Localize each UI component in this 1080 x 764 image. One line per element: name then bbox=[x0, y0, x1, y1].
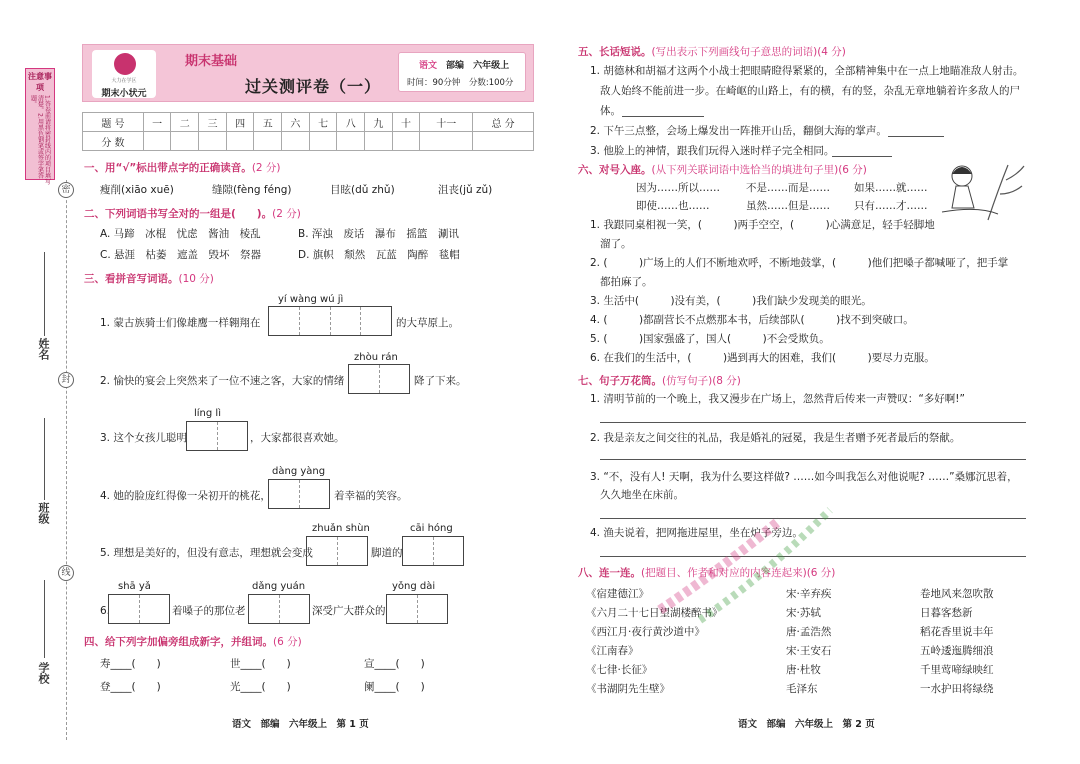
section-4-title bbox=[84, 634, 302, 649]
s6-title-text: 六、对号入座。 bbox=[578, 164, 652, 176]
score-cell[interactable] bbox=[254, 132, 282, 151]
pinyin: shā yǎ bbox=[118, 581, 151, 592]
poem-line[interactable]: 一水护田将绿绕 bbox=[920, 683, 994, 695]
section-6-title bbox=[578, 162, 867, 177]
answer-grid[interactable] bbox=[268, 306, 392, 336]
s2-note: (2 分) bbox=[272, 208, 301, 220]
poem-line[interactable]: 千里莺啼绿映红 bbox=[920, 664, 994, 676]
name-label: 姓名 bbox=[37, 338, 50, 360]
s3-q2-end: 降了下来。 bbox=[414, 375, 467, 387]
answer-line[interactable] bbox=[888, 136, 944, 137]
s4-title-text: 四、给下列字加偏旁组成新字，并组词。 bbox=[84, 636, 273, 648]
conjunction: 如果……就…… bbox=[854, 182, 928, 194]
answer-grid[interactable] bbox=[108, 594, 170, 624]
score-cell[interactable] bbox=[337, 132, 365, 151]
s7-line: 3. “不，没有人! 天啊，我为什么要这样做? ……如今叫我怎么对他说呢? ……”桑娜沉思着， bbox=[590, 471, 1018, 483]
s6-line: 4. ( )都副营长不点燃那本书，后续部队( )找不到突破口。 bbox=[590, 314, 914, 326]
s4-item: 阑____( ) bbox=[364, 681, 425, 693]
s5-line: 体。 bbox=[600, 105, 621, 117]
s3-title-text: 三、看拼音写词语。 bbox=[84, 273, 179, 285]
seal-xian: 线 bbox=[58, 565, 74, 581]
score: 分数:100分 bbox=[468, 78, 514, 88]
poem-title[interactable]: 《七律·长征》 bbox=[586, 664, 653, 676]
s2-title-text: 二、下列词语书写全对的一组是( )。 bbox=[84, 208, 273, 220]
score-cell[interactable] bbox=[473, 132, 534, 151]
logo bbox=[92, 50, 156, 98]
s3-q2-start: 2. 愉快的宴会上突然来了一位不速之客，大家的情绪 bbox=[100, 375, 345, 387]
time: 时间：90分钟 bbox=[407, 78, 461, 88]
score-cell[interactable] bbox=[226, 132, 254, 151]
edition: 部编 bbox=[446, 61, 465, 71]
notice-text: 1.答卷前请将密封线内的项目填写清楚。2.用黑色钢笔或签字笔答题。 bbox=[29, 95, 51, 185]
pinyin: dàng yàng bbox=[272, 466, 326, 477]
table-cell: 四 bbox=[226, 113, 254, 132]
s8-note: (把题目、作者和对应的内容连起来)(6 分) bbox=[641, 567, 836, 579]
poem-line[interactable]: 五岭逶迤腾细浪 bbox=[920, 645, 994, 657]
page-title: 过关测评卷（一） bbox=[245, 77, 382, 96]
s6-note: (从下列关联词语中选恰当的填进句子里)(6 分) bbox=[651, 164, 867, 176]
info-box bbox=[398, 52, 526, 92]
table-cell: 三 bbox=[199, 113, 227, 132]
table-cell: 十 bbox=[392, 113, 420, 132]
s4-item: 世____( ) bbox=[230, 658, 291, 670]
s1-item: 沮丧(jǔ zǔ) bbox=[438, 184, 493, 196]
s5-line: 敌人始终不能前进一步。在崎岖的山路上，有的横，有的竖，杂乱无章地躺着许多敌人的尸 bbox=[600, 85, 1020, 97]
s1-note: (2 分) bbox=[251, 162, 281, 174]
section-5-title bbox=[578, 44, 846, 59]
subtitle: 期末基础 bbox=[185, 54, 238, 69]
score-cell[interactable] bbox=[420, 132, 473, 151]
s3-q5-start: 5. 理想是美好的，但没有意志，理想就会变成 bbox=[100, 547, 313, 559]
pinyin: dǎng yuán bbox=[252, 581, 306, 592]
pinyin: zhuǎn shùn bbox=[312, 523, 370, 534]
subject: 语文 bbox=[419, 61, 438, 71]
answer-grid[interactable] bbox=[268, 479, 330, 509]
section-7-title bbox=[578, 373, 741, 388]
s4-note: (6 分) bbox=[273, 636, 302, 648]
s3-q4-end: 着幸福的笑容。 bbox=[334, 490, 408, 502]
pinyin: líng lì bbox=[194, 408, 221, 419]
score-cell[interactable] bbox=[199, 132, 227, 151]
section-2-title bbox=[84, 206, 301, 221]
page-footer-right: 语文 部编 六年级上 第 2 页 bbox=[738, 719, 875, 730]
pinyin: yí wàng wú jì bbox=[278, 294, 344, 305]
pinyin: zhòu rán bbox=[354, 352, 398, 363]
score-cell[interactable] bbox=[171, 132, 199, 151]
conjunction: 因为……所以…… bbox=[636, 182, 720, 194]
s3-q3-start: 3. 这个女孩儿聪明 bbox=[100, 432, 187, 444]
section-3-title bbox=[84, 271, 214, 286]
conjunction: 即使……也…… bbox=[636, 200, 710, 212]
s6-line: 6. 在我们的生活中，( )遇到再大的困难，我们( )要尽力克服。 bbox=[590, 352, 935, 364]
answer-grid[interactable] bbox=[386, 594, 448, 624]
poem-author[interactable]: 毛泽东 bbox=[786, 683, 818, 695]
s6-line: 溜了。 bbox=[600, 238, 632, 250]
table-cell: 十一 bbox=[420, 113, 473, 132]
logo-icon bbox=[114, 53, 136, 75]
name-line bbox=[44, 252, 45, 336]
score-cell[interactable] bbox=[365, 132, 393, 151]
s5-line: 2. 下午三点整，会场上爆发出一阵推开山岳，翻倒大海的掌声。 bbox=[590, 125, 887, 137]
s6-line: 5. ( )国家强盛了，国人( )不会受欺负。 bbox=[590, 333, 830, 345]
score-cell[interactable] bbox=[309, 132, 337, 151]
poem-line[interactable]: 稻花香里说丰年 bbox=[920, 626, 994, 638]
answer-grid[interactable] bbox=[306, 536, 368, 566]
s3-q1-start: 1. 蒙古族骑士们像雄鹰一样翱翔在 bbox=[100, 317, 261, 329]
table-cell: 七 bbox=[309, 113, 337, 132]
answer-line[interactable] bbox=[600, 459, 1026, 460]
conjunction: 虽然……但是…… bbox=[746, 200, 830, 212]
poem-title[interactable]: 《六月二十七日望湖楼醉书》 bbox=[586, 607, 723, 619]
s7-line: 久久地坐在床前。 bbox=[600, 489, 684, 501]
school-line bbox=[44, 580, 45, 658]
class-line bbox=[44, 418, 45, 500]
s3-q6-num: 6. bbox=[100, 605, 111, 617]
section-1-title bbox=[84, 160, 281, 175]
s3-q4-start: 4. 她的脸庞红得像一朵初开的桃花， bbox=[100, 490, 271, 502]
s3-note: (10 分) bbox=[178, 273, 214, 285]
poem-title[interactable]: 《西江月·夜行黄沙道中》 bbox=[586, 626, 705, 638]
school-label: 学校 bbox=[37, 662, 50, 684]
table-cell: 九 bbox=[365, 113, 393, 132]
s7-line: 4. 渔夫说着，把网拖进屋里，坐在炉子旁边。 bbox=[590, 527, 803, 539]
girl-illustration bbox=[938, 160, 1028, 222]
score-cell[interactable] bbox=[392, 132, 420, 151]
s2-option-c: C. 悬涯 枯萎 遮盖 毁坏 祭器 bbox=[100, 249, 262, 261]
s7-line: 2. 我是亲友之间交往的礼品，我是婚礼的冠冕，我是生者赠予死者最后的祭献。 bbox=[590, 432, 961, 444]
table-cell: 总 分 bbox=[473, 113, 534, 132]
score-table bbox=[82, 112, 534, 151]
table-cell: 八 bbox=[337, 113, 365, 132]
s6-line: 2. ( )广场上的人们不断地欢呼，不断地鼓掌，( )他们把嗓子都喊哑了，把手掌 bbox=[590, 257, 1009, 269]
poem-author[interactable]: 唐·杜牧 bbox=[786, 664, 821, 676]
seal-feng: 封 bbox=[58, 372, 74, 388]
answer-grid[interactable] bbox=[348, 364, 410, 394]
notice-box bbox=[25, 68, 55, 185]
poem-line[interactable]: 日暮客愁新 bbox=[920, 607, 973, 619]
seal-line bbox=[66, 180, 67, 740]
s4-item: 宣____( ) bbox=[364, 658, 425, 670]
poem-title[interactable]: 《江南春》 bbox=[586, 645, 639, 657]
s8-title-text: 八、连一连。 bbox=[578, 567, 641, 579]
s5-line: 3. 他脸上的神情，跟我们玩得入迷时样子完全相同。 bbox=[590, 145, 835, 157]
s3-q1-end: 的大草原上。 bbox=[396, 317, 459, 329]
grade: 六年级上 bbox=[473, 61, 510, 71]
s2-option-a: A. 马蹄 冰棍 忧虑 酱油 棱乱 bbox=[100, 228, 261, 240]
answer-grid[interactable] bbox=[186, 421, 248, 451]
logo-series: 期末小状元 bbox=[101, 89, 147, 99]
poem-title[interactable]: 《书湖阴先生壁》 bbox=[586, 683, 670, 695]
s4-item: 登____( ) bbox=[100, 681, 161, 693]
poem-author[interactable]: 宋·辛弃疾 bbox=[786, 588, 832, 600]
conjunction: 只有……才…… bbox=[854, 200, 928, 212]
s3-q3-end: ，大家都很喜欢她。 bbox=[250, 432, 345, 444]
s5-line: 1. 胡德林和胡福才这两个小战士把眼睛瞪得紧紧的，全部精神集中在一点上地瞄准敌人射击。 bbox=[590, 65, 1024, 77]
poem-author[interactable]: 宋·王安石 bbox=[786, 645, 832, 657]
page-footer-left: 语文 部编 六年级上 第 1 页 bbox=[232, 719, 369, 730]
s7-line: 1. 清明节前的一个晚上，我又漫步在广场上，忽然背后传来一声赞叹：“多好啊!” bbox=[590, 393, 965, 405]
answer-line[interactable] bbox=[832, 156, 892, 157]
s2-option-b: B. 浑浊 废话 瀑布 摇篮 涮讯 bbox=[298, 228, 459, 240]
seal-mi: 密 bbox=[58, 182, 74, 198]
s4-item: 寿____( ) bbox=[100, 658, 161, 670]
s1-item: 目眩(dǔ zhǔ) bbox=[330, 184, 395, 196]
s3-q6-mid1: 着嗓子的那位老 bbox=[172, 605, 246, 617]
s7-note: (仿写句子)(8 分) bbox=[662, 375, 741, 387]
poem-line[interactable]: 卷地风来忽吹散 bbox=[920, 588, 994, 600]
s5-note: (写出表示下列画线句子意思的词语)(4 分) bbox=[651, 46, 846, 58]
poem-author[interactable]: 唐·孟浩然 bbox=[786, 626, 832, 638]
answer-line[interactable] bbox=[600, 422, 1026, 423]
table-cell: 二 bbox=[171, 113, 199, 132]
notice-title: 注意事项 bbox=[28, 72, 52, 92]
s1-item: 瘦削(xiāo xuē) bbox=[100, 184, 174, 196]
conjunction: 不是……而是…… bbox=[746, 182, 830, 194]
s3-q5-mid: 脚道的 bbox=[371, 547, 403, 559]
table-cell: 分 数 bbox=[83, 132, 144, 151]
s5-title-text: 五、长话短说。 bbox=[578, 46, 652, 58]
answer-grid[interactable] bbox=[248, 594, 310, 624]
score-cell[interactable] bbox=[282, 132, 310, 151]
s1-title-text: 一、用“√”标出带点字的正确读音。 bbox=[84, 162, 252, 174]
answer-grid[interactable] bbox=[402, 536, 464, 566]
s7-title-text: 七、句子万花筒。 bbox=[578, 375, 662, 387]
class-label: 班级 bbox=[37, 502, 50, 524]
s1-item: 缝隙(fèng féng) bbox=[212, 184, 292, 196]
table-cell: 六 bbox=[282, 113, 310, 132]
s2-option-d: D. 旗帜 颓然 瓦蓝 陶醉 毯帽 bbox=[298, 249, 460, 261]
pinyin: cāi hóng bbox=[410, 523, 453, 534]
s6-line: 1. 我跟同桌相视一笑，( )两手空空，( )心满意足，轻手轻脚地 bbox=[590, 219, 935, 231]
poem-author[interactable]: 宋·苏轼 bbox=[786, 607, 821, 619]
s6-line: 都拍麻了。 bbox=[600, 276, 653, 288]
logo-brand: 大力在学区 bbox=[111, 78, 137, 84]
s4-item: 光____( ) bbox=[230, 681, 291, 693]
score-cell[interactable] bbox=[143, 132, 171, 151]
answer-line[interactable] bbox=[622, 116, 704, 117]
table-cell: 一 bbox=[143, 113, 171, 132]
table-cell: 五 bbox=[254, 113, 282, 132]
pinyin: yǒng dài bbox=[392, 581, 436, 592]
poem-title[interactable]: 《宿建德江》 bbox=[586, 588, 649, 600]
s6-line: 3. 生活中( )没有美，( )我们缺少发现美的眼光。 bbox=[590, 295, 872, 307]
s3-q6-mid2: 深受广大群众的 bbox=[312, 605, 386, 617]
table-cell: 题 号 bbox=[83, 113, 144, 132]
watermark-stamp bbox=[640, 480, 850, 630]
